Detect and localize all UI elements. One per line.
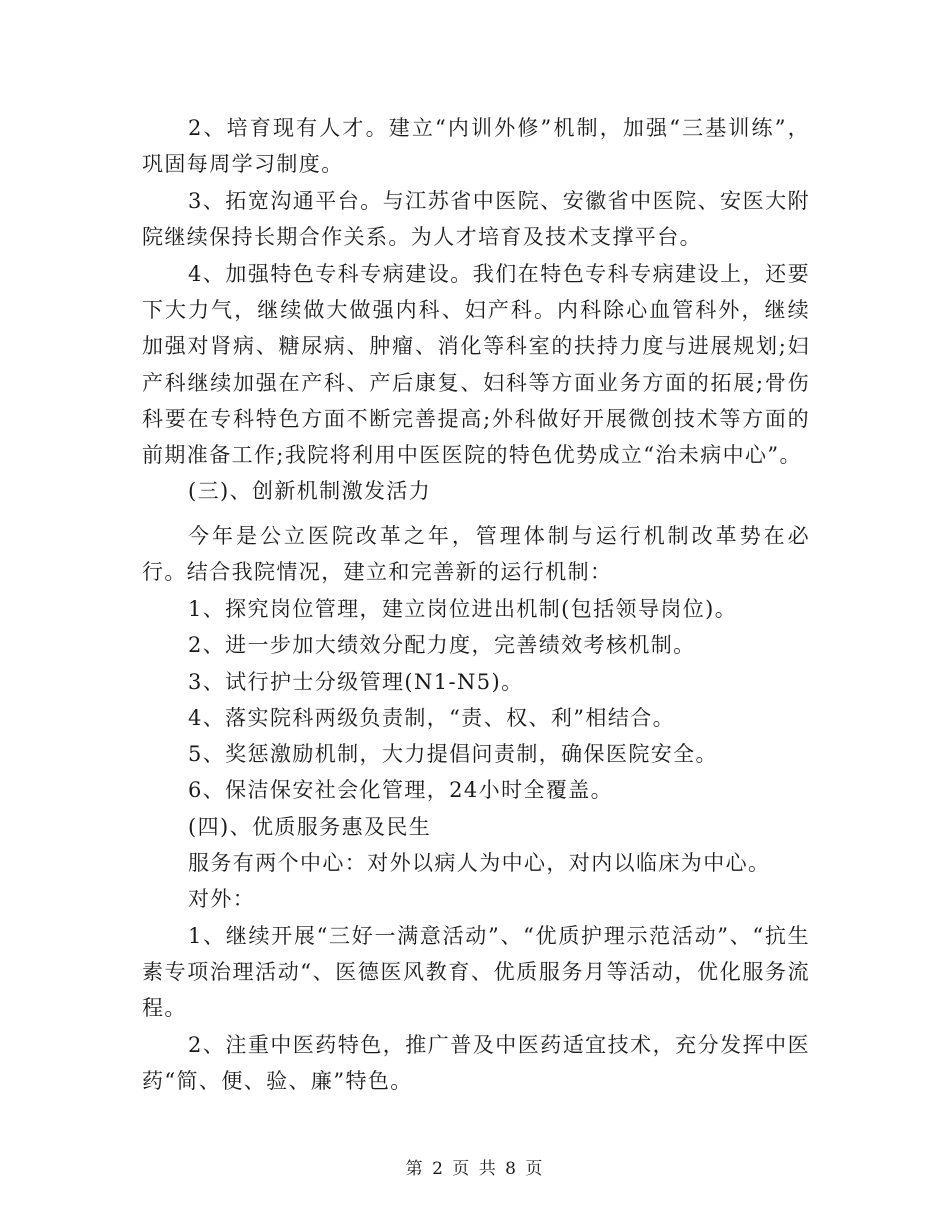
paragraph-service-centers: 服务有两个中心：对外以病人为中心，对内以临床为中心。 (188, 851, 771, 875)
section-heading-service: (四)、优质服务惠及民生 (188, 815, 432, 839)
page-number-footer: 第 2 页 共 8 页 (405, 1159, 545, 1179)
list-item-security: 6、保洁保安社会化管理，24小时全覆盖。 (188, 778, 614, 802)
paragraph-talent-cultivation: 2、培育现有人才。建立“内训外修”机制，加强“三基训练”，巩固每周学习制度。 (142, 116, 810, 177)
section-heading-innovation: (三)、创新机制激发活力 (188, 479, 432, 503)
list-item-incentive: 5、奖惩激励机制，大力提倡问责制，确保医院安全。 (188, 742, 718, 766)
list-item-nurse-grading: 3、试行护士分级管理(N1-N5)。 (188, 670, 524, 694)
list-item-performance: 2、进一步加大绩效分配力度，完善绩效考核机制。 (188, 633, 696, 657)
paragraph-specialty-construction: 4、加强特色专科专病建设。我们在特色专科专病建设上，还要下大力气，继续做大做强内科、妇产科。内科除心血管科外，继续加强对肾病、糖尿病、肿瘤、消化等科室的扶持力度与进展规划;妇产科继续加强在产科、产后康复、妇科等方面业务方面的拓展;骨伤科要在专科特色方面不断完善提高;外科做好开展微创技术等方面的前期准备工作;我院将利用中医医院的特色优势成立“治未病中心”。 (142, 262, 810, 468)
paragraph-external: 对外： (188, 887, 256, 911)
list-item-responsibility: 4、落实院科两级负责制，“责、权、利”相结合。 (188, 706, 676, 730)
list-item-post-management: 1、探究岗位管理，建立岗位进出机制(包括领导岗位)。 (188, 597, 738, 621)
paragraph-communication-platform: 3、拓宽沟通平台。与江苏省中医院、安徽省中医院、安医大附院继续保持长期合作关系。为人才培育及技术支撑平台。 (142, 189, 810, 250)
list-item-activities: 1、继续开展“三好一满意活动”、“优质护理示范活动”、“抗生素专项治理活动“、医德医风教育、优质服务月等活动，优化服务流程。 (142, 924, 810, 1021)
list-item-tcm-features: 2、注重中医药特色，推广普及中医药适宜技术，充分发挥中医药“简、便、验、廉”特色。 (142, 1033, 810, 1094)
paragraph-reform-intro: 今年是公立医院改革之年，管理体制与运行机制改革势在必行。结合我院情况，建立和完善新的运行机制： (142, 524, 810, 585)
